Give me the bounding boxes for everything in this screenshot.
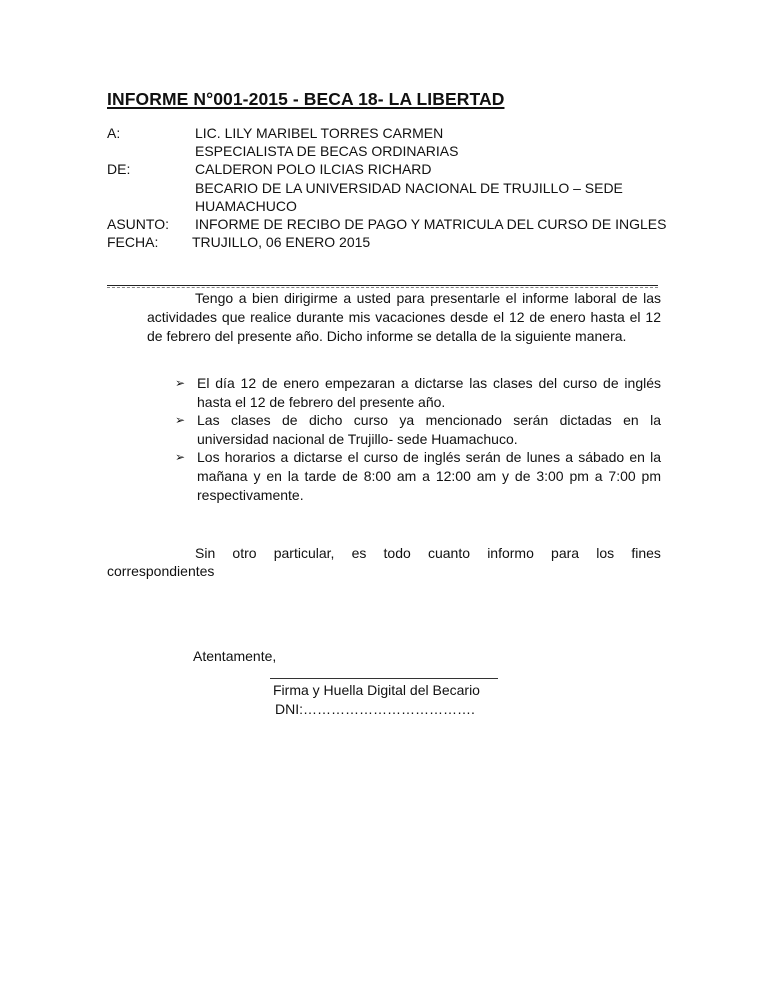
to-value xyxy=(195,124,667,160)
sign-off: Atentamente, xyxy=(193,648,277,664)
signature-block xyxy=(273,681,480,719)
header-row-subject xyxy=(107,215,667,233)
closing-word: los xyxy=(596,545,615,561)
sender-position: BECARIO DE LA UNIVERSIDAD NACIONAL DE TRUJILLO – SEDE HUAMACHUCO xyxy=(195,179,623,214)
memo-header xyxy=(107,124,667,251)
signature-line xyxy=(270,678,498,679)
header-row-from xyxy=(107,160,667,215)
closing-word: cuanto xyxy=(427,545,471,561)
list-item xyxy=(175,411,661,448)
list-item-text: El día 12 de enero empezaran a dictarse las clases del curso de inglés hasta el 12 de febrero del presente año. xyxy=(197,375,661,410)
recipient-name: LIC. LILY MARIBEL TORRES CARMEN xyxy=(195,125,444,141)
closing-word: particular, xyxy=(273,545,335,561)
list-item xyxy=(175,374,661,411)
recipient-position: ESPECIALISTA DE BECAS ORDINARIAS xyxy=(195,143,459,160)
arrow-bullet-icon: ➢ xyxy=(175,450,186,465)
closing-first-line xyxy=(107,544,661,562)
from-value xyxy=(195,160,667,215)
subject-value: INFORME DE RECIBO DE PAGO Y MATRICULA DEL CURSO DE INGLES xyxy=(195,216,667,233)
date-label: FECHA: xyxy=(107,234,159,251)
closing-word: Sin xyxy=(195,545,216,561)
subject-label: ASUNTO: xyxy=(107,216,169,233)
closing-paragraph xyxy=(107,544,661,580)
date-value: TRUJILLO, 06 ENERO 2015 xyxy=(192,234,371,251)
arrow-bullet-icon: ➢ xyxy=(175,413,186,428)
closing-word: para xyxy=(551,545,580,561)
closing-word: informo xyxy=(487,545,534,561)
sender-name: CALDERON POLO ILCIAS RICHARD xyxy=(195,161,432,178)
list-item-text: Las clases de dicho curso ya mencionado serán dictadas en la universidad nacional de Trujillo- sede Huamachuco. xyxy=(197,412,661,447)
intro-paragraph: Tengo a bien dirigirme a usted para presentarle el informe laboral de las actividades que realice durante mis vacaciones desde el 12 de enero hasta el 12 de febrero del presente año. Dicho informe se detalla de la siguiente manera. xyxy=(147,290,661,344)
closing-word: todo xyxy=(383,545,411,561)
from-label: DE: xyxy=(107,161,131,178)
activity-list xyxy=(175,374,661,504)
report-title: INFORME N°001-2015 - BECA 18- LA LIBERTAD xyxy=(107,89,505,109)
arrow-bullet-icon: ➢ xyxy=(175,376,186,390)
to-label: A: xyxy=(107,125,121,141)
closing-continuation: correspondientes xyxy=(107,563,215,579)
closing-word: es xyxy=(351,545,367,561)
separator-line xyxy=(107,285,658,286)
list-item-text: Los horarios a dictarse el curso de inglés serán de lunes a sábado en la mañana y en la tarde de 8:00 am a 12:00 am y de 3:00 pm a 7:00 pm respectivamente. xyxy=(197,449,661,503)
header-row-date xyxy=(107,233,667,251)
closing-word: fines xyxy=(631,545,661,561)
signature-caption: Firma y Huella Digital del Becario xyxy=(273,682,480,698)
closing-word: otro xyxy=(232,545,257,561)
list-item xyxy=(175,448,661,504)
header-row-to xyxy=(107,124,667,160)
dni-field: DNI:………………………………. xyxy=(275,701,475,717)
